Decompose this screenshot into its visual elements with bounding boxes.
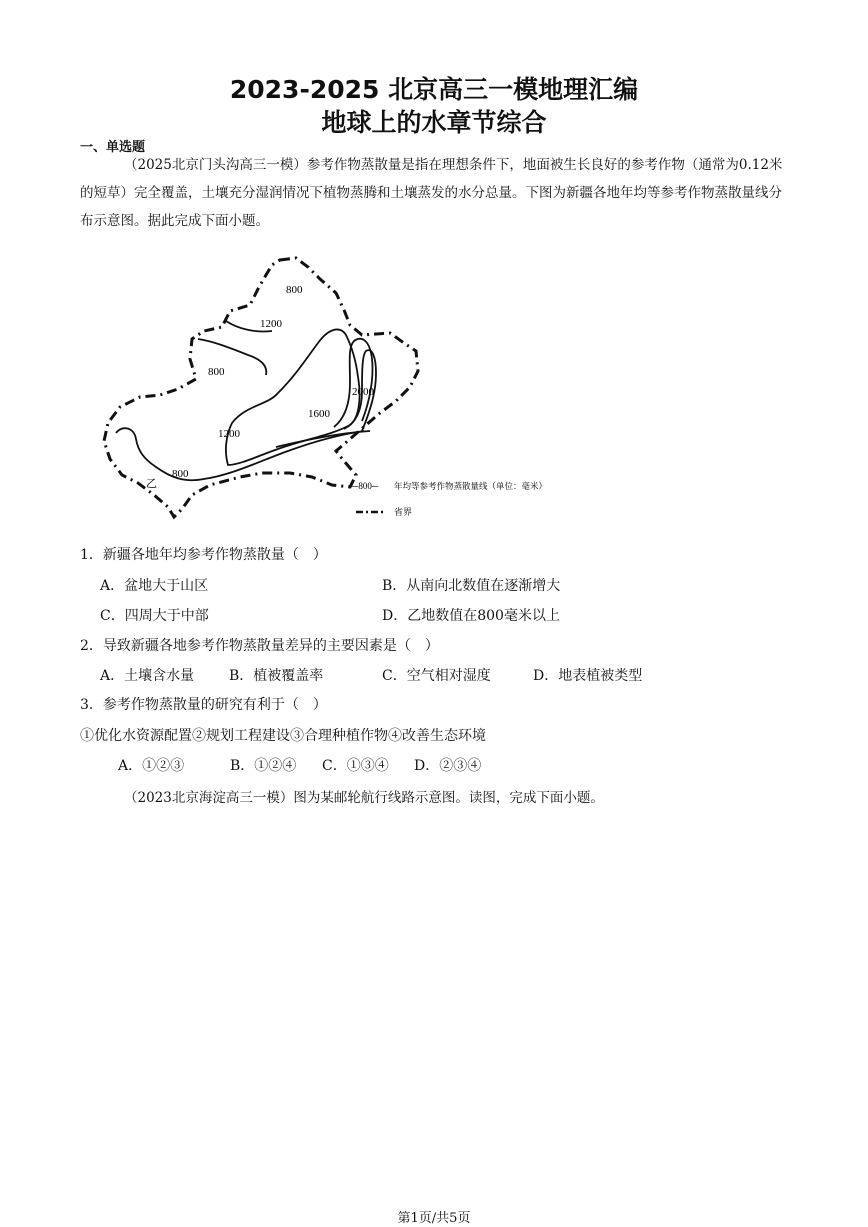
question-3-option-c: C．①③④: [322, 758, 389, 774]
next-question-intro: （2023北京海淀高三一模）图为某邮轮航行线路示意图。读图，完成下面小题。: [124, 790, 604, 806]
question-1-option-b: B．从南向北数值在逐渐增大: [382, 578, 561, 594]
place-label: 乙: [146, 478, 157, 490]
legend-boundary-text: 省界: [394, 507, 413, 517]
contour-label: 2000: [352, 386, 374, 398]
contour-label: 1200: [218, 428, 240, 440]
contour-1200-inner: [226, 329, 360, 465]
question-3-option-a: A．①②③: [118, 758, 185, 774]
contour-label: 1600: [308, 408, 330, 420]
legend-contour-sample: ─800─: [352, 481, 379, 491]
question-2-stem: 2．导致新疆各地参考作物蒸散量差异的主要因素是（ ）: [80, 638, 439, 654]
question-1-option-c: C．四周大于中部: [100, 608, 209, 624]
question-2-option-c: C．空气相对湿度: [382, 668, 491, 684]
question-2-option-d: D．地表植被类型: [533, 668, 643, 684]
section-title: 一、单选题: [80, 140, 146, 155]
page-footer: 第1页/共5页: [397, 1211, 471, 1226]
legend-contour-text: 年均等参考作物蒸散量线（单位：毫米）: [394, 481, 548, 491]
question-1-option-a: A．盆地大于山区: [100, 578, 209, 594]
question-3-stem: 3．参考作物蒸散量的研究有利于（ ）: [80, 697, 327, 713]
contour-label: 800: [208, 366, 225, 378]
contour-label: 800: [172, 468, 189, 480]
document-subtitle: 地球上的水章节综合: [321, 108, 547, 137]
contour-label: 1200: [260, 318, 282, 330]
document-title: 2023-2025 北京高三一模地理汇编: [229, 75, 639, 104]
intro-paragraph: （2025北京门头沟高三一模）参考作物蒸散量是指在理想条件下，地面被生长良好的参考作物（通常为0.12米的短草）完全覆盖，土壤充分湿润情况下植物蒸腾和土壤蒸发的水分总量。下图为新疆各地年均等参考作物蒸散量线分布示意图。据此完成下面小题。: [80, 157, 783, 229]
contour-label: 800: [286, 284, 303, 296]
question-1-option-d: D．乙地数值在800毫米以上: [382, 608, 560, 624]
question-3-option-b: B．①②④: [230, 758, 297, 774]
xinjiang-map: [100, 255, 590, 525]
question-1-stem: 1．新疆各地年均参考作物蒸散量（ ）: [80, 547, 327, 563]
question-2-option-a: A．土壤含水量: [100, 668, 195, 684]
question-2-option-b: B．植被覆盖率: [229, 668, 324, 684]
question-3-option-d: D．②③④: [414, 758, 482, 774]
question-3-statement: ①优化水资源配置②规划工程建设③合理种植作物④改善生态环境: [80, 728, 486, 744]
